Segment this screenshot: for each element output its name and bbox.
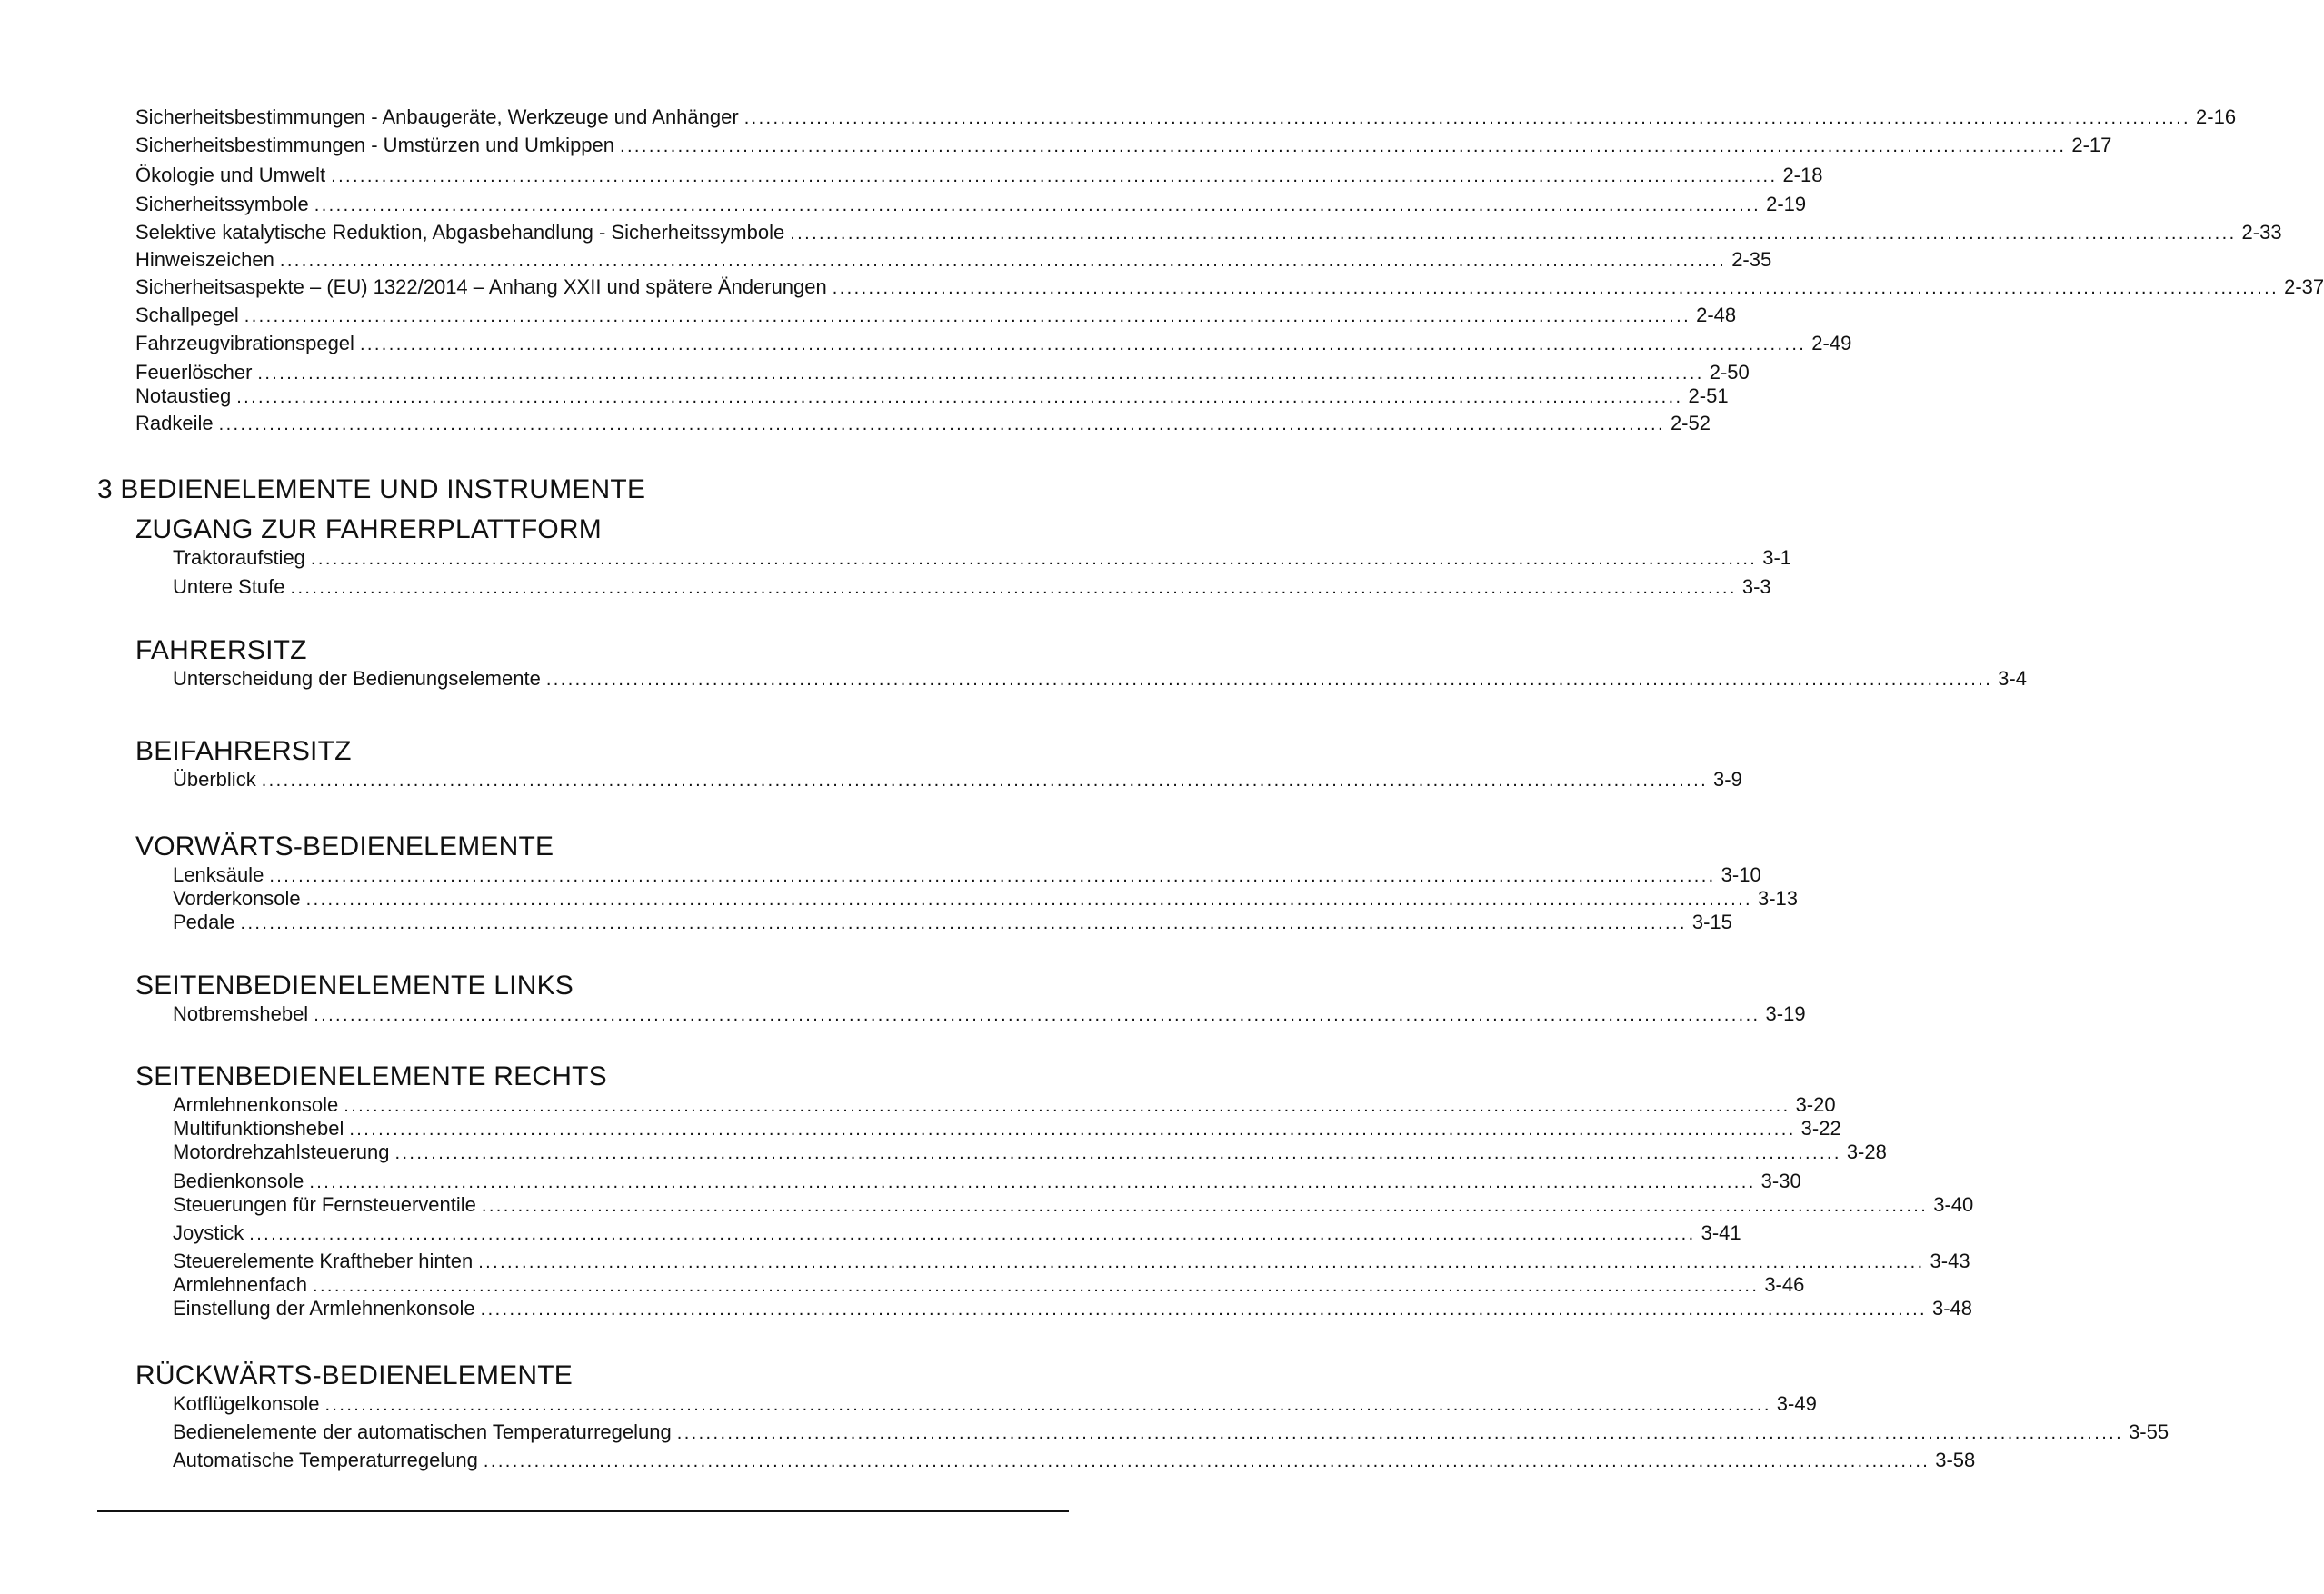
toc-entry-page: 2-19 [1766,193,1807,215]
toc-entry-label: Bedienelemente der automatischen Temperaturregelung [173,1420,672,1443]
toc-entry-page: 2-18 [1782,164,1823,186]
dot-leader: ........................................................................................................................................................................................................ [483,1451,1930,1471]
toc-entry-page: 3-46 [1764,1273,1805,1296]
dot-leader: ........................................................................................................................................................................................................ [240,913,1687,933]
toc-entry-label: Armlehnenfach [173,1273,307,1296]
section-heading: RÜCKWÄRTS-BEDIENELEMENTE [135,1360,573,1390]
dot-leader: ........................................................................................................................................................................................................ [349,1120,1796,1140]
toc-entry[interactable] [173,768,1742,792]
toc-entry-page: 3-49 [1776,1392,1817,1415]
toc-entry-page: 3-20 [1795,1093,1836,1116]
toc-entry-page: 3-22 [1800,1117,1841,1140]
dot-leader: ........................................................................................................................................................................................................ [279,251,1727,271]
toc-entry[interactable] [173,911,1732,934]
toc-entry[interactable] [135,304,1737,327]
toc-entry-label: Sicherheitsbestimmungen - Umstürzen und Umkippen [135,134,615,156]
dot-leader: ........................................................................................................................................................................................................ [314,1005,1760,1025]
toc-entry-page: 2-35 [1731,248,1772,271]
toc-entry-label: Automatische Temperaturregelung [173,1449,478,1471]
toc-entry[interactable] [173,1273,1805,1297]
toc-entry-page: 2-51 [1688,384,1729,407]
chapter-heading: 3 BEDIENELEMENTE UND INSTRUMENTE [97,474,646,504]
toc-entry[interactable] [173,1002,1806,1026]
dot-leader: ........................................................................................................................................................................................................ [743,108,2191,128]
dot-leader: ........................................................................................................................................................................................................ [309,1172,1756,1192]
toc-entry-page: 2-16 [2196,105,2237,128]
footer-rule [97,1510,1069,1512]
toc-entry-page: 3-19 [1765,1002,1806,1025]
toc-entry-label: Steuerungen für Fernsteuerventile [173,1193,476,1216]
dot-leader: ........................................................................................................................................................................................................ [249,1224,1696,1244]
section-heading: SEITENBEDIENELEMENTE RECHTS [135,1061,607,1091]
toc-entry[interactable] [173,1392,1817,1416]
toc-entry-page: 3-15 [1691,911,1732,933]
toc-entry-label: Notbremshebel [173,1002,309,1025]
toc-entry-label: Überblick [173,768,256,791]
toc-entry-page: 2-33 [2241,221,2282,244]
toc-entry-label: Motordrehzahlsteuerung [173,1141,390,1163]
dot-leader: ........................................................................................................................................................................................................ [790,224,2237,244]
dot-leader: ........................................................................................................................................................................................................ [324,1395,1771,1415]
toc-entry-page: 2-48 [1696,304,1737,326]
toc-entry-page: 3-28 [1846,1141,1887,1163]
toc-entry[interactable] [173,667,2027,691]
section-heading: VORWÄRTS-BEDIENELEMENTE [135,832,554,862]
toc-entry[interactable] [173,1093,1836,1117]
toc-entry[interactable] [173,1420,2169,1444]
toc-entry[interactable] [173,1449,1976,1472]
section-heading: ZUGANG ZUR FAHRERPLATTFORM [135,514,602,544]
toc-entry[interactable] [135,412,1711,435]
toc-entry-page: 2-37 [2284,275,2324,298]
toc-entry[interactable] [173,1297,1973,1320]
toc-entry-label: Hinweiszeichen [135,248,274,271]
dot-leader: ........................................................................................................................................................................................................ [478,1252,1925,1272]
toc-entry-label: Vorderkonsole [173,887,301,910]
toc-entry[interactable] [173,887,1799,911]
toc-entry-label: Sicherheitsbestimmungen - Anbaugeräte, Werkzeuge und Anhänger [135,105,739,128]
toc-entry-page: 3-48 [1931,1297,1973,1320]
toc-entry-label: Bedienkonsole [173,1170,304,1192]
toc-entry-page: 2-49 [1811,332,1852,354]
toc-entry-page: 3-43 [1930,1250,1970,1272]
dot-leader: ........................................................................................................................................................................................................ [314,195,1761,215]
toc-entry-page: 3-30 [1760,1170,1801,1192]
toc-entry-label: Einstellung der Armlehnenkonsole [173,1297,475,1320]
toc-entry[interactable] [173,1193,1974,1217]
toc-entry[interactable] [173,1250,1970,1273]
dot-leader: ........................................................................................................................................................................................................ [261,771,1709,791]
dot-leader: ........................................................................................................................................................................................................ [257,364,1704,384]
dot-leader: ........................................................................................................................................................................................................ [359,334,1807,354]
toc-entry-label: Steuerelemente Kraftheber hinten [173,1250,474,1272]
toc-entry-label: Sicherheitssymbole [135,193,309,215]
toc-entry[interactable] [135,134,2112,157]
dot-leader: ........................................................................................................................................................................................................ [481,1196,1929,1216]
dot-leader: ........................................................................................................................................................................................................ [832,278,2279,298]
toc-entry[interactable] [135,221,2282,244]
dot-leader: ........................................................................................................................................................................................................ [244,306,1691,326]
toc-entry[interactable] [135,361,1750,384]
toc-entry[interactable] [173,1141,1887,1164]
toc-entry-page: 3-4 [1998,667,2027,690]
dot-leader: ........................................................................................................................................................................................................ [331,166,1778,186]
toc-entry[interactable] [135,275,2324,299]
toc-entry-label: Armlehnenkonsole [173,1093,339,1116]
toc-entry-page: 3-40 [1933,1193,1974,1216]
toc-entry-page: 3-13 [1757,887,1799,910]
toc-entry-page: 3-10 [1721,863,1761,886]
toc-entry-label: Notaustieg [135,384,232,407]
dot-leader: ........................................................................................................................................................................................................ [236,387,1683,407]
toc-entry[interactable] [135,193,1807,216]
toc-entry[interactable] [173,1221,1741,1245]
dot-leader: ........................................................................................................................................................................................................ [676,1423,2124,1443]
dot-leader: ........................................................................................................................................................................................................ [269,866,1716,886]
toc-entry-page: 3-41 [1701,1221,1741,1244]
toc-entry-label: Kotflügelkonsole [173,1392,320,1415]
toc-entry[interactable] [135,248,1772,272]
toc-entry-label: Selektive katalytische Reduktion, Abgasbehandlung - Sicherheitssymbole [135,221,785,244]
toc-entry-page: 2-17 [2071,134,2112,156]
toc-entry-label: Untere Stufe [173,575,285,598]
toc-entry[interactable] [135,332,1852,355]
toc-entry[interactable] [173,575,1771,599]
dot-leader: ........................................................................................................................................................................................................ [312,1276,1760,1296]
toc-entry-label: Feuerlöscher [135,361,253,384]
toc-entry-label: Radkeile [135,412,214,434]
toc-entry-label: Multifunktionshebel [173,1117,344,1140]
toc-entry[interactable] [173,1170,1801,1193]
toc-entry[interactable] [173,1117,1841,1141]
toc-entry-label: Pedale [173,911,235,933]
section-heading: FAHRERSITZ [135,635,307,665]
toc-entry[interactable] [135,105,2237,129]
toc-entry-page: 2-50 [1709,361,1750,384]
toc-entry[interactable] [135,384,1729,408]
dot-leader: ........................................................................................................................................................................................................ [480,1300,1927,1320]
toc-entry-label: Lenksäule [173,863,264,886]
toc-entry-label: Joystick [173,1221,244,1244]
toc-entry-page: 2-52 [1670,412,1711,434]
toc-entry[interactable] [173,546,1792,570]
toc-entry-label: Fahrzeugvibrationspegel [135,332,354,354]
section-heading: SEITENBEDIENELEMENTE LINKS [135,971,574,1001]
dot-leader: ........................................................................................................................................................................................................ [290,578,1737,598]
dot-leader: ........................................................................................................................................................................................................ [310,549,1758,569]
toc-entry-page: 3-1 [1762,546,1792,569]
toc-entry[interactable] [173,863,1761,887]
toc-entry[interactable] [135,164,1823,187]
section-heading: BEIFAHRERSITZ [135,736,352,766]
dot-leader: ........................................................................................................................................................................................................ [305,890,1752,910]
toc-entry-page: 3-55 [2129,1420,2169,1443]
dot-leader: ........................................................................................................................................................................................................ [394,1143,1841,1163]
toc-entry-page: 3-3 [1741,575,1771,598]
toc-entry-label: Ökologie und Umwelt [135,164,326,186]
toc-entry-label: Schallpegel [135,304,239,326]
dot-leader: ........................................................................................................................................................................................................ [620,136,2067,156]
toc-entry-page: 3-9 [1713,768,1742,791]
toc-entry-label: Sicherheitsaspekte – (EU) 1322/2014 – Anhang XXII und spätere Änderungen [135,275,827,298]
toc-entry-label: Unterscheidung der Bedienungselemente [173,667,541,690]
dot-leader: ........................................................................................................................................................................................................ [344,1096,1790,1116]
dot-leader: ........................................................................................................................................................................................................ [545,670,1993,690]
dot-leader: ........................................................................................................................................................................................................ [218,414,1665,434]
toc-entry-page: 3-58 [1935,1449,1976,1471]
toc-entry-label: Traktoraufstieg [173,546,305,569]
